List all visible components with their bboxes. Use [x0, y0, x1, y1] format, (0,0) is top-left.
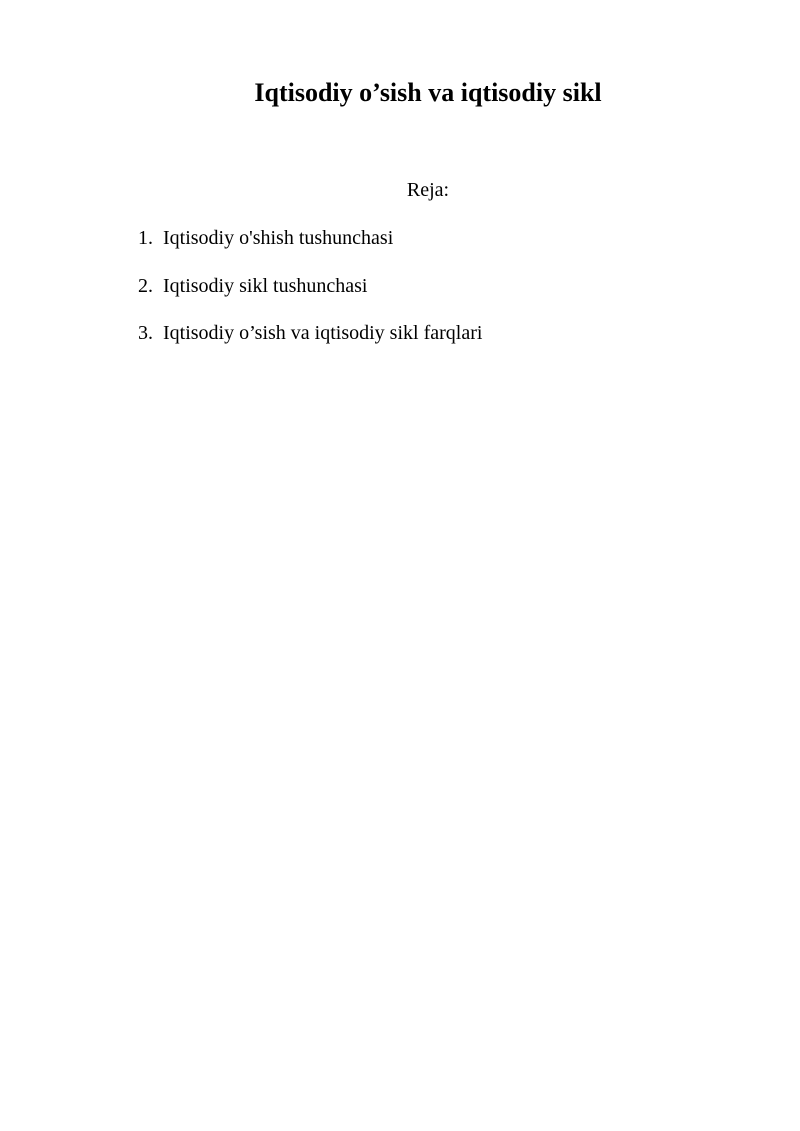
plan-item-number: 3.: [138, 322, 153, 344]
plan-item-text: Iqtisodiy o’sish va iqtisodiy sikl farqlari: [163, 322, 483, 344]
plan-list: [138, 225, 482, 368]
plan-item-text: Iqtisodiy o'shish tushunchasi: [163, 227, 394, 249]
plan-item: [138, 225, 482, 251]
plan-item-number: 2.: [138, 274, 153, 297]
plan-item-number: 1.: [138, 227, 153, 249]
plan-item-text: Iqtisodiy sikl tushunchasi: [163, 274, 368, 297]
plan-item: [138, 273, 482, 299]
document-title: Iqtisodiy o’sish va iqtisodiy sikl: [254, 78, 602, 107]
plan-item: [138, 320, 482, 346]
plan-heading: Reja:: [406, 179, 450, 201]
